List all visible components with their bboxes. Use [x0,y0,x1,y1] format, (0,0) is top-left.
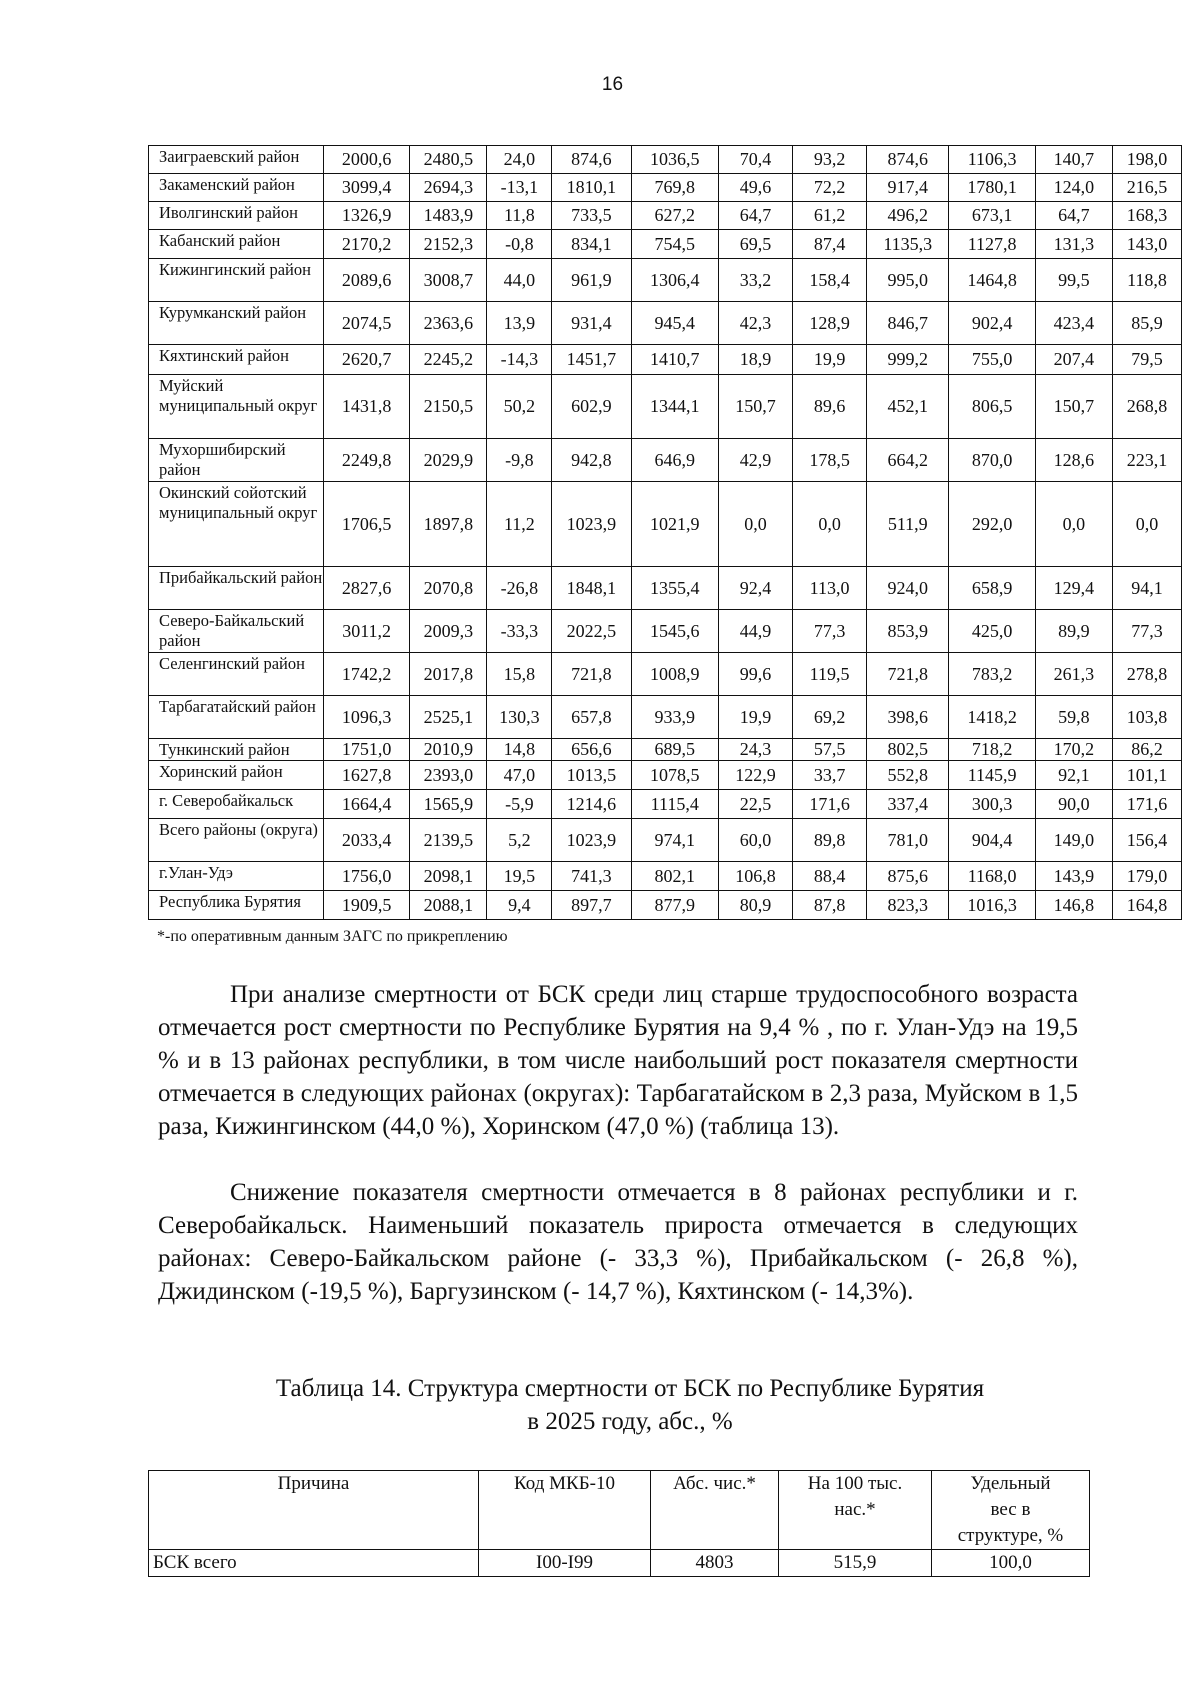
table-cell: 2009,3 [410,610,487,653]
cell-abs: 4803 [651,1550,779,1577]
table-cell: 86,2 [1113,739,1182,761]
table-cell: 2000,6 [323,146,409,174]
table-cell: 874,6 [552,146,631,174]
table-cell: 207,4 [1035,345,1112,375]
table-cell: 398,6 [867,696,949,739]
table-cell: 897,7 [552,891,631,920]
table-cell: 2827,6 [323,567,409,610]
table-cell: 2150,5 [410,375,487,439]
table-cell: 1078,5 [631,761,718,790]
table-cell: 933,9 [631,696,718,739]
table-cell: 1021,9 [631,482,718,567]
table-cell: 721,8 [552,653,631,696]
district-name: Хоринский район [149,761,324,790]
table-cell: 452,1 [867,375,949,439]
table-cell: 721,8 [867,653,949,696]
table-row [149,259,1182,302]
table-cell: 64,7 [1035,202,1112,230]
table-cell: 15,8 [487,653,552,696]
table-cell: 179,0 [1113,862,1182,891]
table-cell: 268,8 [1113,375,1182,439]
table-cell: 119,5 [793,653,867,696]
table-cell: 0,0 [1113,482,1182,567]
table-cell: 870,0 [949,439,1035,482]
table-cell: 261,3 [1035,653,1112,696]
table-cell: 164,8 [1113,891,1182,920]
table-row [149,696,1182,739]
paragraph-decline: Снижение показателя смертности отмечается в 8 районах республики и г. Северобайкальск. Наименьший показатель прироста отмечается в следующих районах: Северо-Байкальском районе (- 33,3 %), Прибайкальском (- 26,8 %), Джидинском (-19,5 %), Баргузинском (- 14,7 %), Кяхтинском (- 14,3%). [158,1179,1078,1305]
table-cell: 92,1 [1035,761,1112,790]
table-cell: 11,8 [487,202,552,230]
district-name: Северо-Байкальский район [149,610,324,653]
table-cell: 22,5 [718,790,792,819]
table-cell: 1306,4 [631,259,718,302]
table-cell: 741,3 [552,862,631,891]
table-cell: 47,0 [487,761,552,790]
table-cell: 94,1 [1113,567,1182,610]
table-cell: 425,0 [949,610,1035,653]
table-cell: 33,2 [718,259,792,302]
table-cell: 1848,1 [552,567,631,610]
district-name: Тункинский район [149,739,324,761]
table-row [149,567,1182,610]
table-cell: 11,2 [487,482,552,567]
table-13 [148,145,1182,920]
table-cell: 130,3 [487,696,552,739]
table-cell: 1127,8 [949,230,1035,259]
table-cell: 1451,7 [552,345,631,375]
table-row [149,653,1182,696]
table-cell: 24,0 [487,146,552,174]
district-name: Всего районы (округа) [149,819,324,862]
table-cell: 1664,4 [323,790,409,819]
table-cell: 300,3 [949,790,1035,819]
caption-line-1: Таблица 14. Структура смертности от БСК по Республике Бурятия [275,1375,985,1402]
table-cell: 646,9 [631,439,718,482]
district-name: Селенгинский район [149,653,324,696]
table-cell: 1214,6 [552,790,631,819]
caption-line-2: в 2025 году, абс., % [527,1408,733,1435]
table-cell: 995,0 [867,259,949,302]
table-cell: 33,7 [793,761,867,790]
table-cell: 1627,8 [323,761,409,790]
table-cell: -13,1 [487,174,552,202]
table-cell: 2098,1 [410,862,487,891]
table-cell: 1545,6 [631,610,718,653]
table-cell: 143,9 [1035,862,1112,891]
header-share-line-2: вес в [990,1499,1031,1520]
table-row [149,891,1182,920]
table-cell: 1096,3 [323,696,409,739]
table-cell: 42,9 [718,439,792,482]
table-row [149,819,1182,862]
table-cell: 143,0 [1113,230,1182,259]
table-cell: 106,8 [718,862,792,891]
table-cell: 904,4 [949,819,1035,862]
table-cell: 5,2 [487,819,552,862]
table-cell: 1810,1 [552,174,631,202]
table-cell: 171,6 [1113,790,1182,819]
header-per100k-line-2: нас.* [834,1499,876,1520]
table-cell: 156,4 [1113,819,1182,862]
table-row [149,439,1182,482]
table-cell: 122,9 [718,761,792,790]
table-cell: 657,8 [552,696,631,739]
table-cell: 170,2 [1035,739,1112,761]
table-row [149,202,1182,230]
table-cell: 49,6 [718,174,792,202]
table-cell: 1326,9 [323,202,409,230]
table-cell: 754,5 [631,230,718,259]
table-cell: 69,5 [718,230,792,259]
table-cell: 124,0 [1035,174,1112,202]
table-cell: 2088,1 [410,891,487,920]
district-name: Муйский муниципальный округ [149,375,324,439]
table-cell: 50,2 [487,375,552,439]
header-cause: Причина [149,1471,479,1550]
table-cell: 2363,6 [410,302,487,345]
header-share-line-1: Удельный [970,1473,1051,1494]
table-cell: 19,9 [718,696,792,739]
table-cell: 2010,9 [410,739,487,761]
table-cell: 1464,8 [949,259,1035,302]
table-cell: 99,6 [718,653,792,696]
table-cell: 72,2 [793,174,867,202]
table-cell: 2249,8 [323,439,409,482]
table-cell: 875,6 [867,862,949,891]
table-row [149,174,1182,202]
table-cell: 118,8 [1113,259,1182,302]
table-cell: 19,9 [793,345,867,375]
table-cell: 9,4 [487,891,552,920]
header-icd: Код МКБ-10 [479,1471,651,1550]
table-cell: 70,4 [718,146,792,174]
district-name: Прибайкальский район [149,567,324,610]
table-cell: 1135,3 [867,230,949,259]
cell-share: 100,0 [932,1550,1090,1577]
table-cell: 1016,3 [949,891,1035,920]
table-cell: 92,4 [718,567,792,610]
table-cell: 1115,4 [631,790,718,819]
table-cell: 87,4 [793,230,867,259]
table-cell: 1023,9 [552,482,631,567]
table-cell: 93,2 [793,146,867,174]
table-row [149,345,1182,375]
table-cell: 103,8 [1113,696,1182,739]
table-cell: 3099,4 [323,174,409,202]
table-cell: 2480,5 [410,146,487,174]
table-cell: 2620,7 [323,345,409,375]
table-cell: 769,8 [631,174,718,202]
district-name: Кяхтинский район [149,345,324,375]
table-cell: 61,2 [793,202,867,230]
table-cell: 292,0 [949,482,1035,567]
table-cell: 834,1 [552,230,631,259]
header-per100k [779,1471,932,1550]
table-cell: 656,6 [552,739,631,761]
table-cell: 80,9 [718,891,792,920]
table-cell: 1145,9 [949,761,1035,790]
table-cell: 627,2 [631,202,718,230]
district-name: г.Улан-Удэ [149,862,324,891]
table-cell: 146,8 [1035,891,1112,920]
table-cell: 2017,8 [410,653,487,696]
table-cell: 168,3 [1113,202,1182,230]
table-14 [148,1470,1090,1577]
table-cell: 2393,0 [410,761,487,790]
table-cell: 733,5 [552,202,631,230]
district-name: Курумканский район [149,302,324,345]
table-cell: 942,8 [552,439,631,482]
table-cell: 1023,9 [552,819,631,862]
table-cell: -5,9 [487,790,552,819]
table-cell: 223,1 [1113,439,1182,482]
table-cell: 924,0 [867,567,949,610]
table-row [149,302,1182,345]
table-cell: 874,6 [867,146,949,174]
table-cell: 1013,5 [552,761,631,790]
cell-cause: БСК всего [149,1550,479,1577]
table-cell: 1751,0 [323,739,409,761]
table-cell: -33,3 [487,610,552,653]
footnote: *-по оперативным данным ЗАГС по прикреплению [157,928,508,945]
table-row [149,230,1182,259]
table-row [149,1550,1090,1577]
table-cell: 1418,2 [949,696,1035,739]
table-cell: -14,3 [487,345,552,375]
table-cell: 129,4 [1035,567,1112,610]
table-cell: 1008,9 [631,653,718,696]
table-cell: 89,9 [1035,610,1112,653]
table-row [149,739,1182,761]
district-name: Кижингинский район [149,259,324,302]
table-cell: 337,4 [867,790,949,819]
district-name: Тарбагатайский район [149,696,324,739]
table-cell: 802,5 [867,739,949,761]
table-14-caption [150,1372,1110,1438]
table-cell: 18,9 [718,345,792,375]
district-name: Окинский сойотский муниципальный округ [149,482,324,567]
table-cell: 423,4 [1035,302,1112,345]
district-name: Иволгинский район [149,202,324,230]
table-cell: 1106,3 [949,146,1035,174]
table-cell: 1483,9 [410,202,487,230]
table-row [149,790,1182,819]
table-cell: 150,7 [1035,375,1112,439]
district-name: Заиграевский район [149,146,324,174]
table-cell: 131,3 [1035,230,1112,259]
paragraph-growth: При анализе смертности от БСК среди лиц старше трудоспособного возраста отмечается рост смертности по Республике Бурятия на 9,4 % , по г. Улан-Удэ на 19,5 % и в 13 районах республики, в том числе наибольший рост показателя смертности отмечается в следующих районах (округах): Тарбагатайском в 2,3 раза, Муйском в 1,5 раза, Кижингинском (44,0 %), Хоринском (47,0 %) (таблица 13). [158,981,1078,1140]
table-cell: 718,2 [949,739,1035,761]
table-cell: 44,0 [487,259,552,302]
table-cell: 2070,8 [410,567,487,610]
table-cell: 90,0 [1035,790,1112,819]
table-row [149,146,1182,174]
table-cell: 2139,5 [410,819,487,862]
table-cell: 3011,2 [323,610,409,653]
table-cell: 2152,3 [410,230,487,259]
district-name: Республика Бурятия [149,891,324,920]
table-cell: -26,8 [487,567,552,610]
table-cell: 689,5 [631,739,718,761]
table-cell: 2074,5 [323,302,409,345]
table-cell: 917,4 [867,174,949,202]
table-cell: 13,9 [487,302,552,345]
header-abs: Абс. чис.* [651,1471,779,1550]
table-cell: 902,4 [949,302,1035,345]
table-cell: 128,9 [793,302,867,345]
table-cell: 64,7 [718,202,792,230]
table-cell: 1410,7 [631,345,718,375]
table-cell: 806,5 [949,375,1035,439]
table-row [149,482,1182,567]
table-cell: 1742,2 [323,653,409,696]
district-name: Кабанский район [149,230,324,259]
table-cell: 171,6 [793,790,867,819]
table-cell: 60,0 [718,819,792,862]
cell-per100k: 515,9 [779,1550,932,1577]
table-cell: 877,9 [631,891,718,920]
table-cell: 14,8 [487,739,552,761]
table-cell: 1706,5 [323,482,409,567]
table-cell: 673,1 [949,202,1035,230]
table-cell: 783,2 [949,653,1035,696]
table-row [149,610,1182,653]
table-cell: 128,6 [1035,439,1112,482]
table-cell: -9,8 [487,439,552,482]
table-cell: 198,0 [1113,146,1182,174]
table-cell: 99,5 [1035,259,1112,302]
table-cell: 85,9 [1113,302,1182,345]
table-cell: 89,8 [793,819,867,862]
table-cell: 1756,0 [323,862,409,891]
table-cell: 755,0 [949,345,1035,375]
table-row [149,375,1182,439]
table-cell: 42,3 [718,302,792,345]
table-cell: 88,4 [793,862,867,891]
table-cell: 113,0 [793,567,867,610]
table-cell: 1780,1 [949,174,1035,202]
table-cell: 2022,5 [552,610,631,653]
table-cell: 511,9 [867,482,949,567]
table-cell: 974,1 [631,819,718,862]
table-cell: 3008,7 [410,259,487,302]
table-cell: 1565,9 [410,790,487,819]
table-cell: 1036,5 [631,146,718,174]
table-cell: 140,7 [1035,146,1112,174]
table-cell: 278,8 [1113,653,1182,696]
table-cell: 0,0 [793,482,867,567]
table-cell: 2170,2 [323,230,409,259]
table-cell: 150,7 [718,375,792,439]
table-cell: 24,3 [718,739,792,761]
table-cell: -0,8 [487,230,552,259]
table-cell: 0,0 [718,482,792,567]
table-cell: 87,8 [793,891,867,920]
district-name: г. Северобайкальск [149,790,324,819]
table-cell: 802,1 [631,862,718,891]
district-name: Закаменский район [149,174,324,202]
table-cell: 853,9 [867,610,949,653]
table-cell: 149,0 [1035,819,1112,862]
table-cell: 999,2 [867,345,949,375]
table-cell: 79,5 [1113,345,1182,375]
header-share [932,1471,1090,1550]
table-cell: 1431,8 [323,375,409,439]
district-name: Мухоршибирский район [149,439,324,482]
table-cell: 89,6 [793,375,867,439]
table-cell: 781,0 [867,819,949,862]
table-cell: 496,2 [867,202,949,230]
table-cell: 602,9 [552,375,631,439]
table-cell: 846,7 [867,302,949,345]
table-cell: 1355,4 [631,567,718,610]
table-cell: 2029,9 [410,439,487,482]
table-cell: 2525,1 [410,696,487,739]
table-cell: 178,5 [793,439,867,482]
table-cell: 44,9 [718,610,792,653]
table-cell: 59,8 [1035,696,1112,739]
table-cell: 1897,8 [410,482,487,567]
table-row [149,761,1182,790]
table-cell: 0,0 [1035,482,1112,567]
table-cell: 2089,6 [323,259,409,302]
table-cell: 2694,3 [410,174,487,202]
table-cell: 19,5 [487,862,552,891]
table-cell: 1344,1 [631,375,718,439]
header-share-line-3: структуре, % [957,1525,1064,1546]
table-cell: 158,4 [793,259,867,302]
table-cell: 77,3 [1113,610,1182,653]
table-header-row [149,1471,1090,1550]
cell-icd: I00-I99 [479,1550,651,1577]
table-cell: 823,3 [867,891,949,920]
table-cell: 664,2 [867,439,949,482]
table-cell: 945,4 [631,302,718,345]
page-number: 16 [601,74,624,95]
table-cell: 552,8 [867,761,949,790]
table-cell: 961,9 [552,259,631,302]
table-cell: 931,4 [552,302,631,345]
table-cell: 101,1 [1113,761,1182,790]
table-cell: 1909,5 [323,891,409,920]
table-cell: 69,2 [793,696,867,739]
table-cell: 658,9 [949,567,1035,610]
table-cell: 77,3 [793,610,867,653]
table-row [149,862,1182,891]
table-cell: 1168,0 [949,862,1035,891]
table-cell: 2245,2 [410,345,487,375]
table-cell: 216,5 [1113,174,1182,202]
table-cell: 2033,4 [323,819,409,862]
table-cell: 57,5 [793,739,867,761]
header-per100k-line-1: На 100 тыс. [807,1473,903,1494]
